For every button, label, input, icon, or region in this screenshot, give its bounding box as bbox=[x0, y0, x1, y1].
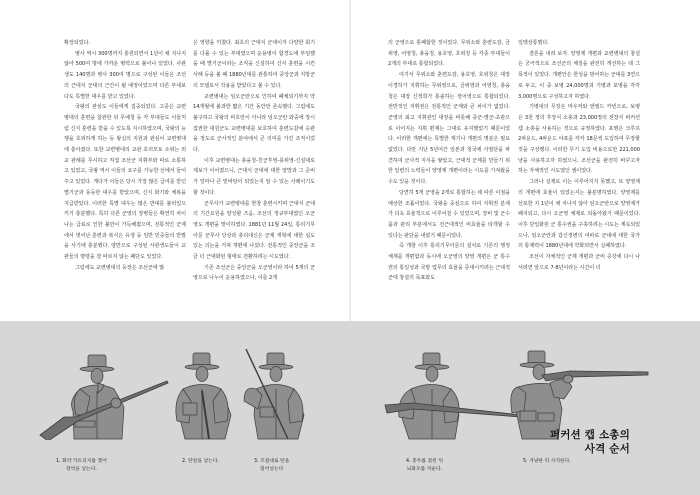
soldier-illustration-step-2 bbox=[165, 345, 237, 440]
soldier-icon bbox=[510, 345, 650, 440]
paragraph: 여기서 무위소와 훈련도감, 용호영, 호위청은 대장 이경하가 지휘하는 무위영으로, 금위영과 어영청, 총융청은 대장 신정희가 통솔하는 장어영으로 통합되었다. 전반적인 지휘권은 전통적인 군제와 큰 차이가 없었다. 군영의 최고 지휘관인 대장을 비롯해 중군-별군-초관으로 이어지는 지휘 편제는 그대로 유지했었기 때문이었다. 이러한 개편에는 특별한 계기나 개편의 명분은 필요없었다. 다만 지난 5년여간 일본과 청국에 사절단을 파견하여 군사적 지식을 쌓았고, 근대적 군제를 만들기 위한 일련의 노력들이 양영제 개편이라는 시도를 가져왔을 수도 있을 것이다. bbox=[388, 72, 510, 186]
paragraph: 즉 개항 이후 통리기무아문의 설치로 기존의 행정 체계를 개편함과 동시에 오군영의 양영 개편은 군 통수권의 통일성과 국방 업무의 효율을 증대시키려는 근대적 군대 창설의 목표와도 bbox=[388, 243, 510, 282]
page-gutter bbox=[349, 0, 351, 321]
paragraph: 그럼에도 교련병대의 등장은 조선군에 많 bbox=[75, 264, 165, 271]
soldier-illustration-step-4 bbox=[383, 345, 523, 440]
caption-line: 2. 탄알을 넣는다. bbox=[182, 459, 219, 464]
paragraph: 교련병대는 임오군란으로 인하여 폐체되기까지 약 14개월에 불과한 짧은 기간 동안만 존속했다. 그럼에도 불구하고 국왕의 비호만이 아니라 임오군란 와중에 장시 집권한 대원군도 교련병대를 보호하여 훈련도감에 승관을 정도로 군사적인 분야에서 큰 의미를 가진 조직이었다. bbox=[193, 93, 315, 154]
soldier-illustration-step-5 bbox=[510, 345, 650, 440]
caption-line: 밀어넣는다 bbox=[260, 467, 284, 472]
paragraph: 확장되었다. bbox=[64, 40, 90, 46]
soldier-icon bbox=[38, 345, 173, 440]
soldier-icon bbox=[232, 345, 310, 440]
paragraph: 결론을 내려 보자. 양영제 개편과 교련병대의 창설은 궁극적으로 조선군의 체질을 완전히 개선하는 데 그 목적이 있었다. 개편안은 한성을 방어하는 군대를 3연으로 두고, 이 중 보병 24,000명과 기병과 포병을 각각 3,000명으로 구성하고자 하였다. bbox=[518, 50, 640, 100]
caption-line: 3. 꼬질대로 탄을 bbox=[254, 459, 290, 464]
paragraph: 기존 조선군은 중앙군을 오군영이라 하여 5개의 군영으로 나누어 운용하였으나, 이를 2개 bbox=[193, 264, 315, 282]
figure-caption-step-5 bbox=[523, 458, 571, 466]
paragraph: 기병대의 무장은 마우저와 엔필드 카빈으로, 보병은 3천 정의 후장식 소총과 23,000정의 전장식 퍼커션 캡 소총을 사용하는 것으로 규정하였다. 포병은 크루프 2파운드, 4파운드 야포를 각각 18문씩 도입하여 무장할 것을 구상했다. 이러한 무기 도입 비용으로만 221,000냥을 사용하고자 하였으니, 조선군을 완전히 바꾸고자 하는 자체적인 시도였던 셈이었다. bbox=[518, 104, 640, 175]
paragraph: 일맥상통했다. bbox=[518, 40, 549, 46]
figure-caption-step-1 bbox=[56, 458, 107, 474]
text-column-3 bbox=[388, 38, 510, 320]
figure-caption-step-3 bbox=[254, 458, 289, 474]
soldier-illustration-step-3 bbox=[232, 345, 310, 440]
paragraph: 의 군영으로 통폐합한 것이었다. 무위소와 훈련도감, 금위영, 어영청, 총융청, 용호영, 호위청 등 각종 부대들이 2개의 부대로 통합되었다. bbox=[388, 40, 510, 68]
paragraph: 병사 역시 300명까지 충원되면서 1년이 채 지나지 않아 500여 명에 가까운 병력으로 불어나 있었다. 사관생도 140명과 병사 300여 명으로 구성된 이들은 조선의 근대식 군대의 근간이 될 예정이었으며 다른 부대보다도 특별한 대우를 받고 있었다. bbox=[64, 50, 186, 100]
paragraph: 당연히 5개 군영을 2개로 통합하는 데 따른 이점을 예상한 조튬이었다. 국왕을 중심으로 하여 지휘권 분제가 더욱 효율적으로 이루어질 수 있었으며, 장비 및 군수품과 관리 부분에서도 전근대적인 비효율을 타개할 수 있다는 판단을 내렸기 때문이었다. bbox=[388, 189, 510, 239]
soldier-icon bbox=[165, 345, 237, 440]
paragraph: 은 영향을 끼쳤다. 최초의 근대식 군대이자 다양한 회기를 다룰 수 있는 부대였으며 운용병이 합경도에 부임했을 때 별기군이라는 조직을 신설하여 신식 훈련을 시킨 사례 등을 볼 때 1880년대를 관통하여 중앙군과 지방군의 모델로서 작용을 받았다고 볼 수 있다. bbox=[193, 40, 315, 89]
paragraph: 국왕의 관심도 이들에게 집중되었다. 고종은 교련병대의 훈련을 참관한 뒤 무예청 등 각 부대들도 이들처럼 신식 훈련을 받을 수 있도록 지시하였으며, 국왕의 능행을 호위하게 하는 등 왕실의 지원과 관심이 교련병대에 쏟아졌다. 또한 교련병대의 교관 호리모토 소위는 외교 관례를 무시하고 직접 조선군 지휘부와 따로 소통하고 있었고, 국왕 역시 이들의 요구를 가능한 선에서 들어 주고 있었다. 게다가 이들은 당시 가장 많은 급여를 받던 별기군과 동등한 대우를 받았으며, 신식 화기와 체복을 지급받았다. 이러한 특별 대우는 많은 반대를 불러일으키기 충분했다. 특히 다른 군영의 장병들은 확연히 차이나는 급료로 인한 불만이 가득해졌으며, 전통적인 군제에서 벗어난 훈련과 복식은 유생 등 일반 민중들의 반발을 사기에 충분했다. 양반으로 구성된 사관생도들이 교관들의 명령을 잘 따르지 않는 폐단도 있었다. bbox=[64, 104, 186, 261]
caption-line: 5. 겨냥한 뒤 사격한다. bbox=[523, 459, 571, 464]
text-column-2 bbox=[193, 38, 315, 320]
soldier-illustration-step-1 bbox=[38, 345, 173, 440]
caption-line: 뇌화모를 끼운다. bbox=[406, 467, 443, 472]
caption-line: 4. 총두를 젖힌 뒤 bbox=[406, 459, 443, 464]
figure-title-line-1: 퍼커션 캡 소총의 bbox=[549, 429, 630, 441]
figure-caption-step-4 bbox=[406, 458, 443, 474]
figure-caption-step-2 bbox=[182, 458, 219, 466]
text-column-4 bbox=[518, 38, 640, 320]
paragraph: 조선이 자체적인 군제 개편과 군비 증강에 다시 나서려면 앞으로 7-8년이라는 시간이 더 bbox=[518, 254, 640, 271]
caption-line: 1. 화약 카트리지를 찢어 bbox=[56, 459, 107, 464]
caption-line: 장약을 넣는다. bbox=[66, 467, 97, 472]
paragraph: 이후 교련병대는 총융청-친군후영-풍위영-신설대로 계보가 이어졌으니, 근대식 군대에 대한 열망과 그 준비가 얼마나 큰 밑바탕이 되었는지 알 수 있는 사례이기도 할 것이다. bbox=[193, 157, 315, 196]
figure-title-line-2: 사격 순서 bbox=[584, 443, 630, 455]
soldier-icon bbox=[383, 345, 523, 440]
text-column-1 bbox=[64, 38, 186, 320]
paragraph: 군무사가 교련병대를 한창 훈련시키며 근대식 군대의 기간요원을 양성할 즈음, 조선의 정규부대였던 오군영도 개편을 맞이하였다. 1881년 11월 24일, 통리기무아문 군무사 당상과 총리대신은 군제 개혁에 대한 심도 있는 의논을 거쳐 개편에 나섰다. 전통적인 중앙군을 조금 더 근대화된 형태로 전환하려는 시도였다. bbox=[193, 200, 315, 261]
figure-title bbox=[550, 428, 630, 456]
paragraph: 그러나 실제로 이는 이루어지지 못했고, 또 양영제의 개편에 효율이 있었는지는 불분명하였다. 양영제를 선포한 지 1년이 채 지나지 않아 임오군란으로 양영제가 폐지되고, 다시 오군영 체제로 되돌아왔기 때문이었다. 이후 단일화된 군 통수권을 구축하려는 시도는 계속되었으나, 임오군란과 갑신정변의 여파로 군대에 대한 국가의 통제력이 1880년대에 약화되면서 실패하였다. bbox=[518, 179, 640, 250]
